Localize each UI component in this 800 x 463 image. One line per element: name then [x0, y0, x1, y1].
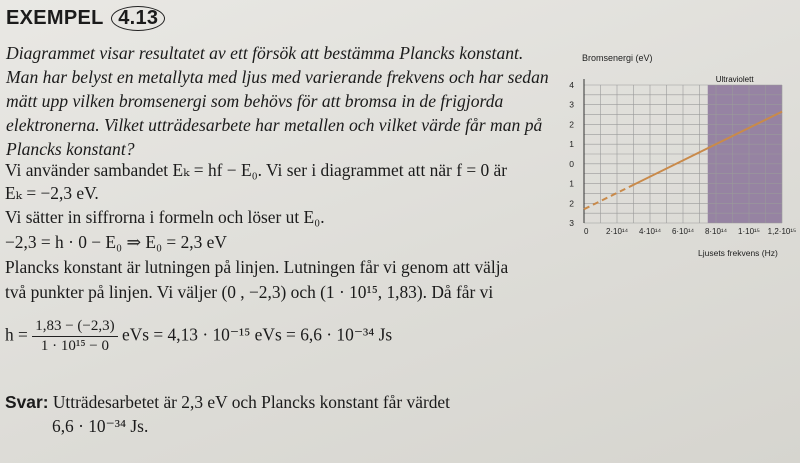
chart-xlabel: Ljusets frekvens (Hz) — [698, 248, 778, 258]
planck-formula — [5, 318, 392, 355]
y-tick-label: 3 — [569, 218, 574, 228]
extrapolated-line — [584, 185, 634, 209]
solution-line-1: Vi använder sambandet Eₖ = hf − E₀. Vi ser i diagrammet att när f = 0 är — [5, 160, 508, 180]
chart-ylabel: Bromsenergi (eV) — [582, 53, 653, 63]
solution-line-4: −2,3 = h · 0 − E₀ ⇒ E₀ = 2,3 eV — [5, 232, 227, 252]
example-label: EXEMPEL — [6, 7, 104, 29]
x-tick-label: 1·10¹⁵ — [738, 227, 760, 236]
x-tick-label: 1,2·10¹⁵ — [767, 227, 797, 236]
answer-label: Svar: — [5, 392, 49, 412]
formula-rhs: eVs = 4,13 · 10⁻¹⁵ eVs = 6,6 · 10⁻³⁴ Js — [122, 324, 393, 345]
formula-lhs: h = — [5, 324, 28, 345]
x-tick-label: 4·10¹⁴ — [638, 227, 662, 236]
solution-line-2: Eₖ = −2,3 eV. — [5, 183, 99, 203]
example-number: 4.13 — [111, 6, 165, 31]
intro-text: Diagrammet visar resultatet av ett försök att bestämma Plancks konstant. Man har belyst en metallyta med ljus med varierande frekvens och har sedan mätt upp vilken bromsenergi som behövs för att bromsa in de frigjorda elektronerna. Vilket utträdesarbete har metallen och vilket värde får man på Plancks konstant? — [6, 43, 549, 159]
y-tick-label: 2 — [569, 198, 574, 209]
x-tick-label: 6·10¹⁴ — [671, 227, 695, 236]
y-tick-label: 3 — [569, 99, 574, 110]
ultraviolet-label: Ultraviolett — [715, 75, 754, 84]
solution-line-3: Vi sätter in siffrorna i formeln och löser ut E₀. — [5, 207, 325, 227]
energy-frequency-chart — [548, 48, 800, 263]
x-tick-label: 2·10¹⁴ — [605, 227, 629, 236]
y-tick-label: 1 — [569, 139, 574, 150]
answer-text-2: 6,6 · 10⁻³⁴ Js. — [52, 416, 149, 436]
fraction-denominator: 1 · 10¹⁵ − 0 — [40, 338, 110, 354]
x-tick-label: 0 — [584, 227, 589, 236]
solution-line-6: två punkter på linjen. Vi väljer (0 , −2,3) och (1 · 10¹⁵, 1,83). Då får vi — [5, 282, 494, 302]
fraction-numerator: 1,83 − (−2,3) — [32, 318, 117, 337]
solution-line-5: Plancks konstant är lutningen på linjen. Lutningen får vi genom att välja — [5, 257, 509, 277]
example-heading — [6, 6, 165, 31]
answer-text-1: Utträdesarbetet är 2,3 eV och Plancks konstant får värdet — [52, 392, 450, 412]
formula-fraction — [32, 318, 117, 355]
y-tick-label: 1 — [569, 178, 574, 189]
y-tick-label: 2 — [569, 119, 574, 130]
y-tick-label: 4 — [569, 80, 574, 90]
answer — [5, 392, 450, 413]
x-tick-label: 8·10¹⁴ — [704, 227, 728, 236]
y-tick-label: 0 — [569, 158, 574, 169]
